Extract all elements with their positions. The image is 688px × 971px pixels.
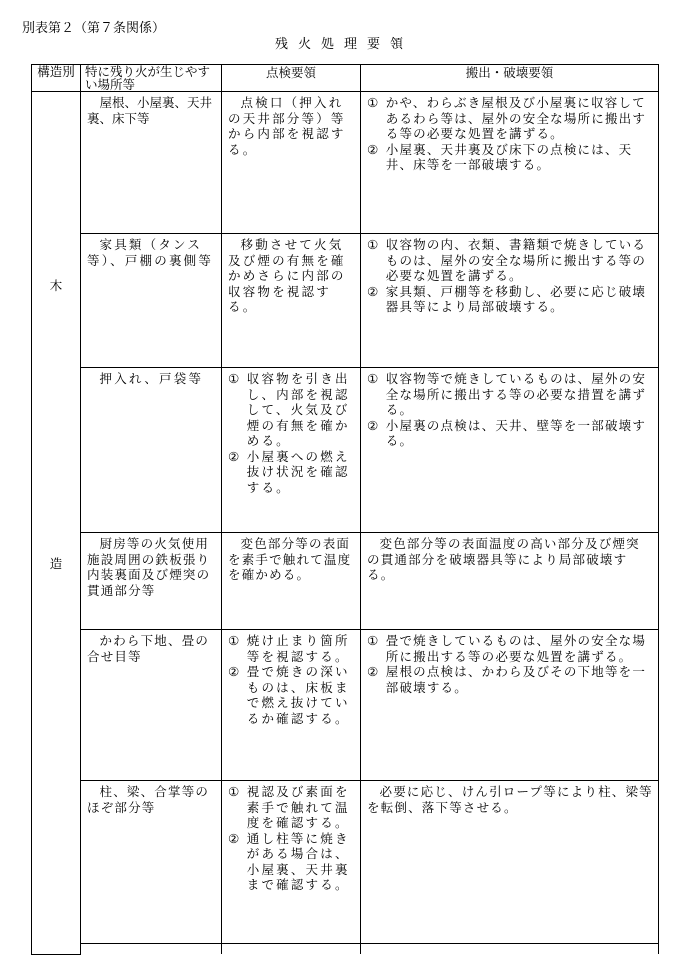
inspection-text: 移動させて火気及び煙の有無を確かめさらに内部の収容物を視認する。 (228, 237, 346, 314)
inspection-list (222, 368, 360, 495)
removal-text: 必要に応じ、けん引ロープ等により柱、梁等を転倒、落下等させる。 (367, 784, 653, 815)
removal-list (361, 92, 658, 173)
table-row (32, 234, 659, 368)
removal-text: 変色部分等の表面温度の高い部分及び煙突の貫通部分を破壊器具等により局部破壊する。 (367, 536, 640, 582)
header-row (32, 65, 659, 92)
list-item: ② 小屋裏の点検は、天井、壁等を一部破壊する。 (367, 417, 647, 448)
place-text: 家具類（タンス等）、戸棚の裏側等 (87, 237, 214, 268)
list-item: ② 小屋裏への燃え抜け状況を確認する。 (228, 448, 350, 495)
table-row (32, 368, 659, 533)
place-text: 押入れ、戸袋等 (99, 371, 204, 386)
table-row (32, 781, 659, 944)
list-item: ① 収容物の内、衣類、書籍類で焼きしているものは、屋外の安全な場所に搬出する等の必要な処置を講ずる。 (367, 237, 647, 283)
inspection-text: 点検口（押入れの天井部分等）等から内部を視認する。 (228, 95, 346, 157)
inspection-list (222, 781, 360, 893)
removal-list (361, 234, 658, 315)
column-header-place: 特に残り火が生じやすい場所等 (81, 65, 222, 92)
procedure-table (31, 64, 659, 955)
place-text: 厨房等の火気使用施設周囲の鉄板張り内装裏面及び煙突の貫通部分等 (87, 536, 211, 598)
place-text: かわら下地、畳の合せ目等 (87, 633, 210, 664)
list-item: ② 屋根の点検は、かわら及びその下地等を一部破壊する。 (367, 664, 647, 695)
place-text: 柱、梁、合掌等のほぞ部分等 (87, 784, 210, 815)
column-header-removal: 搬出・破壊要領 (361, 65, 659, 92)
inspection-text: 変色部分等の表面を素手で触れて温度を確かめる。 (228, 536, 352, 582)
list-item: ① 焼け止まり箇所等を視認する。 (228, 633, 350, 664)
table-caption: 別表第２（第７条関係） (22, 21, 166, 36)
table-row-continuation (32, 944, 659, 955)
list-item: ① 畳で焼きしているものは、屋外の安全な場所に搬出する等の必要な処置を講ずる。 (367, 633, 647, 664)
list-item: ① 収容物等で焼きしているものは、屋外の安全な場所に搬出する等の必要な措置を講ずる。 (367, 371, 647, 417)
page-title: 残火処理要領 (274, 37, 413, 52)
inspection-list (222, 630, 360, 726)
column-header-structure: 構造別 (32, 65, 81, 92)
structure-char-2: 造 (49, 556, 63, 571)
list-item: ② 小屋裏、天井裏及び床下の点検には、天井、床等を一部破壊する。 (367, 141, 633, 172)
list-item: ① 視認及び素面を素手で触れて温度を確認する。 (228, 784, 350, 830)
place-text: 屋根、小屋裏、天井裏、床下等 (87, 95, 213, 126)
list-item: ① 収容物を引き出し、内部を視認して、火気及び煙の有無を確かめる。 (228, 371, 350, 448)
structure-char-1: 木 (49, 278, 63, 293)
list-item: ② 通し柱等に焼きがある場合は、小屋裏、天井裏まで確認する。 (228, 830, 350, 892)
table-row (32, 630, 659, 781)
column-header-inspection: 点検要領 (222, 65, 361, 92)
table-row (32, 92, 659, 234)
removal-list (361, 368, 658, 449)
list-item: ① かや、わらぶき屋根及び小屋裏に収容してあるわら等は、屋外の安全な場所に搬出する等の必要な処置を講ずる。 (367, 95, 647, 141)
table-row (32, 533, 659, 630)
removal-list (361, 630, 658, 695)
list-item: ② 家具類、戸棚等を移動し、必要に応じ破壊器具等により局部破壊する。 (367, 283, 647, 314)
structure-cell (32, 92, 81, 955)
list-item: ② 畳で焼きの深いものは、床板まで燃え抜けているか確認する。 (228, 664, 350, 726)
